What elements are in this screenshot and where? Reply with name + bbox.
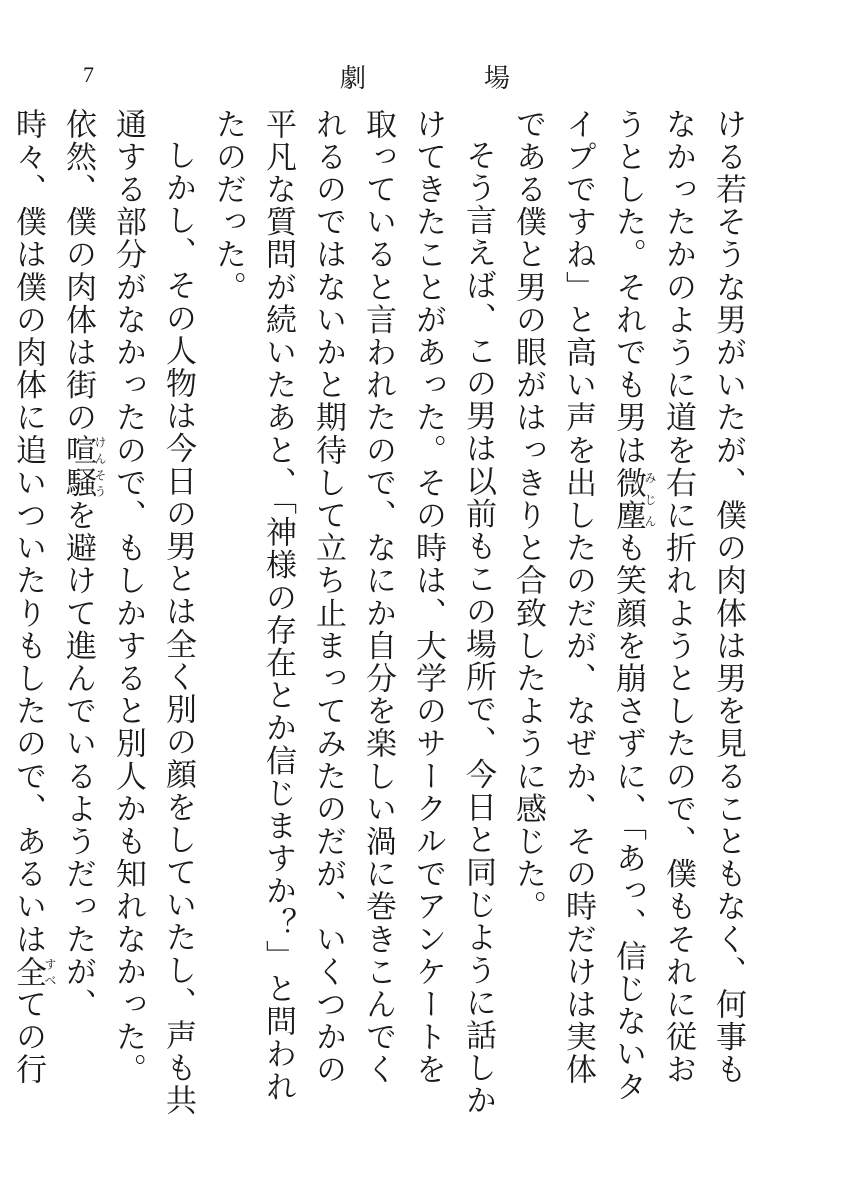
running-header-title xyxy=(340,58,510,95)
text-run: しかし、その人物は今日の男とは全く別の顔をしていたし、声も共通する部分がなかったので、もしかすると別人かも知れなかった。依然、僕の肉体は街の xyxy=(60,108,196,1117)
text-run: を避けて進んでいるようだったが、時々、僕は僕の肉体に追いついたりもしたので、あるいは xyxy=(10,108,96,1021)
novel-body-text xyxy=(0,108,753,1118)
text-run: も笑顔を崩さずに、「あっ、信じないタイプですね」と高い声を出したのだが、なぜか、その時だけは実体である僕と男の眼がはっきりと合致したように感じた。 xyxy=(510,108,646,1104)
ruby-mijin: 微塵みじん xyxy=(610,466,657,532)
ruby-subete: 全すべ xyxy=(10,955,57,989)
paragraph-1 xyxy=(503,108,753,1118)
text-run: ての行 xyxy=(10,988,46,1087)
header-title-char: 場 xyxy=(483,64,510,94)
text-run: ける若そうな男がいたが、僕の肉体は男を見ることもなく、何事もなかったかのように道を右に折れようとしたので、僕もそれに従おうとした。それでも男は xyxy=(610,108,746,1086)
header-title-char: 劇 xyxy=(340,64,367,94)
page-number: 7 xyxy=(83,62,94,87)
paragraph-3 xyxy=(0,108,203,1118)
paragraph-2: そう言えば、この男は以前もこの場所で、今日と同じように話しかけてきたことがあった。その時は、大学のサークルでアンケートを取っていると言われたので、なにか自分を楽しい渦に巻きこんでくれるのではないかと期待して立ち止まってみたのだが、いくつかの平凡な質問が続いたあと、「神様の存在とか信じますか？」と問われたのだった。 xyxy=(210,108,496,1117)
ruby-kensou: 喧騒けんそう xyxy=(60,434,107,500)
